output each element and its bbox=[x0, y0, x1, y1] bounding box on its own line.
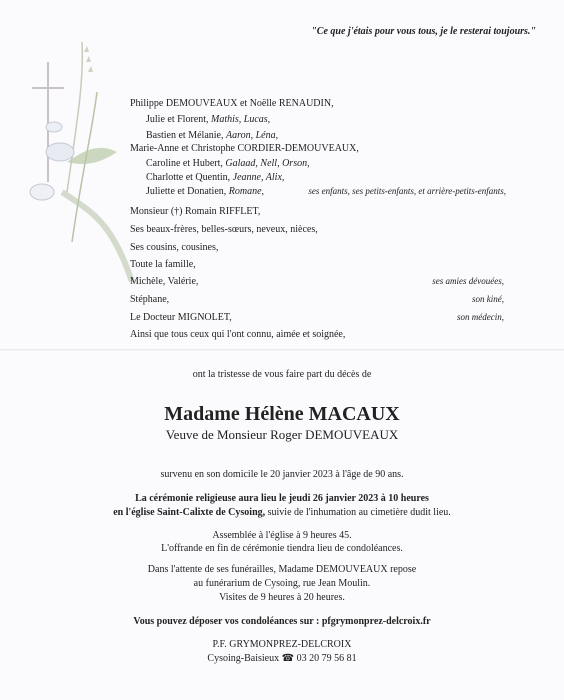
family-line: Charlotte et Quentin, Jeanne, Alix, bbox=[146, 172, 285, 183]
death-line: survenu en son domicile le 20 janvier 2023 à l'âge de 90 ans. bbox=[160, 469, 404, 480]
funeral-home-name: P.F. GRYMONPREZ-DELCROIX bbox=[212, 639, 352, 650]
family-line: Monsieur (†) Romain RIFFLET, bbox=[130, 206, 261, 217]
rest-line: au funérarium de Cysoing, rue Jean Moulin. bbox=[193, 578, 371, 589]
family-line: Michèle, Valérie, bbox=[130, 276, 199, 287]
relation-label: son kiné, bbox=[472, 294, 504, 304]
relation-label: ses enfants, ses petits-enfants, et arrière-petits-enfants, bbox=[308, 186, 506, 196]
family-line: Julie et Florent, Mathis, Lucas, bbox=[146, 114, 271, 125]
page-fold bbox=[0, 349, 564, 351]
phone-icon: ☎ bbox=[281, 653, 295, 664]
widow-line: Veuve de Monsieur Roger DEMOUVEAUX bbox=[165, 427, 399, 442]
family-line: Ses cousins, cousines, bbox=[130, 242, 219, 253]
family-line: Caroline et Hubert, Galaad, Nell, Orson, bbox=[146, 158, 310, 169]
family-line: Juliette et Donatien, Romane, bbox=[146, 186, 265, 197]
rest-line: Visites de 9 heures à 20 heures. bbox=[219, 592, 345, 603]
family-line: Ses beaux-frères, belles-sœurs, neveux, nièces, bbox=[130, 224, 318, 235]
family-line: Bastien et Mélanie, Aaron, Léna, bbox=[146, 130, 279, 141]
condolences-line: Vous pouvez déposer vos condoléances sur : pfgrymonprez-delcroix.fr bbox=[133, 616, 431, 627]
assembly-line: L'offrande en fin de cérémonie tiendra lieu de condoléances. bbox=[161, 543, 403, 554]
ceremony-line: en l'église Saint-Calixte de Cysoing, suivie de l'inhumation au cimetière dudit lieu. bbox=[113, 507, 451, 518]
relation-label: son médecin, bbox=[457, 312, 504, 322]
assembly-line: Assemblée à l'église à 9 heures 45. bbox=[212, 530, 352, 541]
ceremony-line: La cérémonie religieuse aura lieu le jeudi 26 janvier 2023 à 10 heures bbox=[135, 493, 429, 504]
family-line: Toute la famille, bbox=[130, 259, 196, 270]
announcement: ont la tristesse de vous faire part du décès de bbox=[192, 369, 372, 380]
rest-line: Dans l'attente de ses funérailles, Madame DEMOUVEAUX repose bbox=[147, 564, 417, 575]
family-line: Marie-Anne et Christophe CORDIER-DEMOUVEAUX, bbox=[130, 143, 359, 154]
family-line: Ainsi que tous ceux qui l'ont connu, aimée et soignée, bbox=[130, 329, 346, 340]
lily-cross-illustration bbox=[22, 42, 142, 282]
motto: "Ce que j'étais pour vous tous, je le resterai toujours." bbox=[311, 26, 536, 37]
family-line: Le Docteur MIGNOLET, bbox=[130, 312, 232, 323]
family-line: Stéphane, bbox=[130, 294, 170, 305]
funeral-home-contact: Cysoing-Baisieux ☎ 03 20 79 56 81 bbox=[207, 653, 357, 664]
relation-label: ses amies dévouées, bbox=[432, 276, 504, 286]
deceased-name: Madame Hélène MACAUX bbox=[164, 403, 400, 425]
family-line: Philippe DEMOUVEAUX et Noëlle RENAUDIN, bbox=[130, 98, 334, 109]
